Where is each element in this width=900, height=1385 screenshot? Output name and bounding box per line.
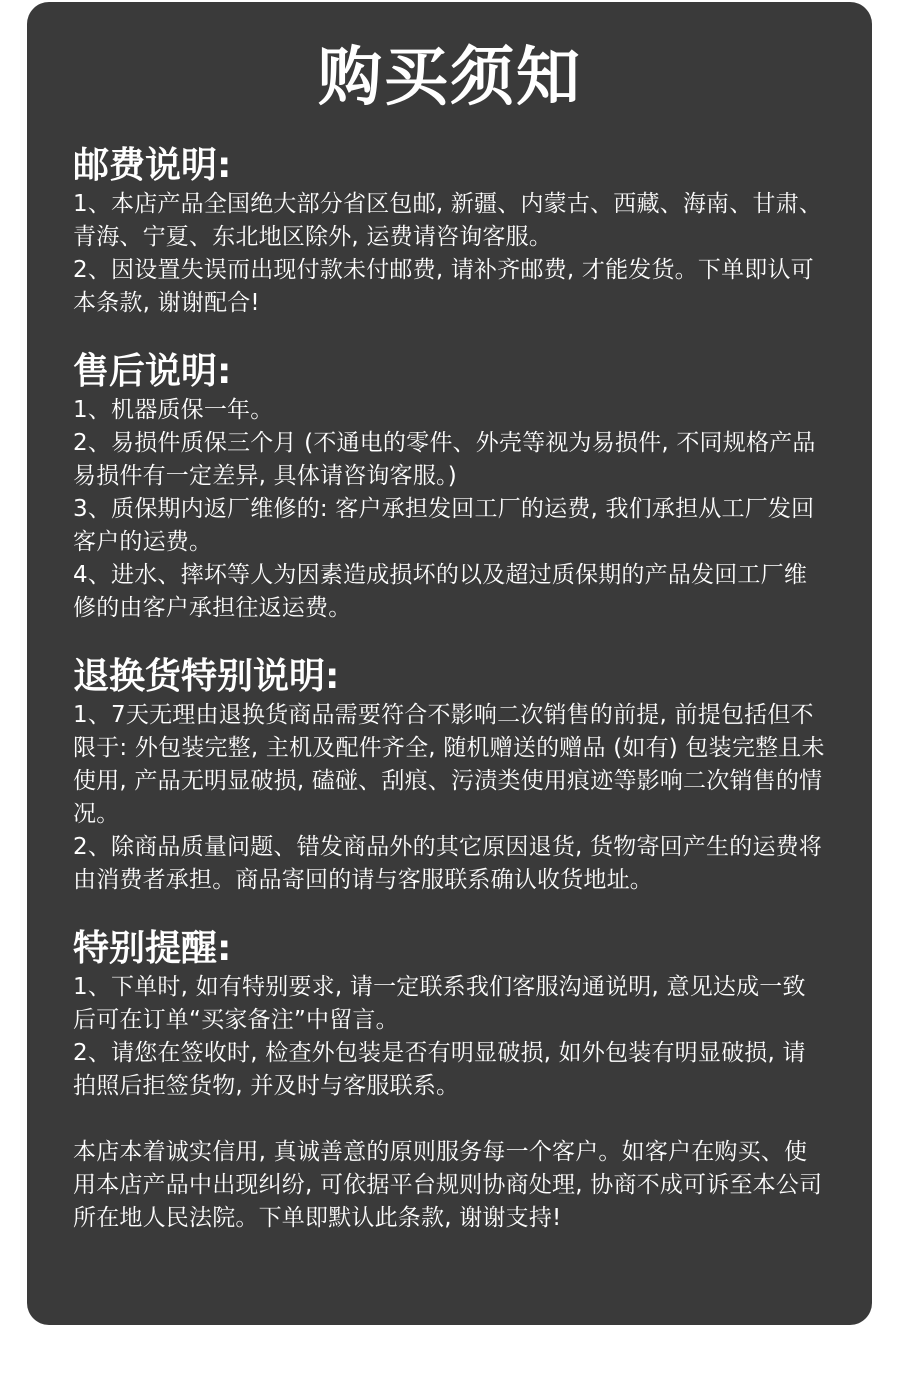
- return-section: [73, 655, 827, 897]
- aftersales-item-4: 4、进水、摔坏等人为因素造成损坏的以及超过质保期的产品发回工厂维修的由客户承担往返运费。: [73, 562, 808, 621]
- postage-item-1: 1、本店产品全国绝大部分省区包邮, 新疆、内蒙古、西藏、海南、甘肃、青海、宁夏、东北地区除外, 运费请咨询客服。: [73, 191, 823, 250]
- aftersales-item-3: 3、质保期内返厂维修的: 客户承担发回工厂的运费, 我们承担从工厂发回客户的运费。: [73, 496, 815, 555]
- aftersales-body: [73, 394, 827, 625]
- postage-body: [73, 188, 827, 320]
- reminder-item-1: 1、下单时, 如有特别要求, 请一定联系我们客服沟通说明, 意见达成一致后可在订单“买家备注”中留言。: [73, 974, 806, 1033]
- reminder-body: [73, 971, 827, 1103]
- reminder-section: [73, 927, 827, 1103]
- postage-heading: 邮费说明:: [73, 145, 232, 186]
- aftersales-item-1: 1、机器质保一年。: [73, 397, 274, 423]
- postage-item-2: 2、因设置失误而出现付款未付邮费, 请补齐邮费, 才能发货。下单即认可本条款, 谢谢配合!: [73, 257, 814, 316]
- reminder-heading: 特别提醒:: [73, 928, 232, 969]
- notice-card: [27, 2, 872, 1325]
- page-title: 购买须知: [318, 41, 582, 115]
- postage-section: [73, 144, 827, 320]
- closing-statement: 本店本着诚实信用, 真诚善意的原则服务每一个客户。如客户在购买、使用本店产品中出现纠纷, 可依据平台规则协商处理, 协商不成可诉至本公司所在地人民法院。下单即默认此条款, 谢谢支持!: [73, 1139, 823, 1231]
- reminder-item-2: 2、请您在签收时, 检查外包装是否有明显破损, 如外包装有明显破损, 请拍照后拒签货物, 并及时与客服联系。: [73, 1040, 806, 1099]
- return-item-1: 1、7天无理由退换货商品需要符合不影响二次销售的前提, 前提包括但不限于: 外包装完整, 主机及配件齐全, 随机赠送的赠品 (如有) 包装完整且未使用, 产品无明显破损, 磕碰、刮痕、污渍类使用痕迹等影响二次销售的情况。: [73, 702, 825, 827]
- return-body: [73, 699, 827, 897]
- return-item-2: 2、除商品质量问题、错发商品外的其它原因退货, 货物寄回产生的运费将由消费者承担。商品寄回的请与客服联系确认收货地址。: [73, 834, 823, 893]
- aftersales-section: [73, 350, 827, 625]
- return-heading: 退换货特别说明:: [73, 656, 340, 697]
- aftersales-item-2: 2、易损件质保三个月 (不通电的零件、外壳等视为易损件, 不同规格产品易损件有一定差异, 具体请咨询客服。): [73, 430, 816, 489]
- aftersales-heading: 售后说明:: [73, 351, 232, 392]
